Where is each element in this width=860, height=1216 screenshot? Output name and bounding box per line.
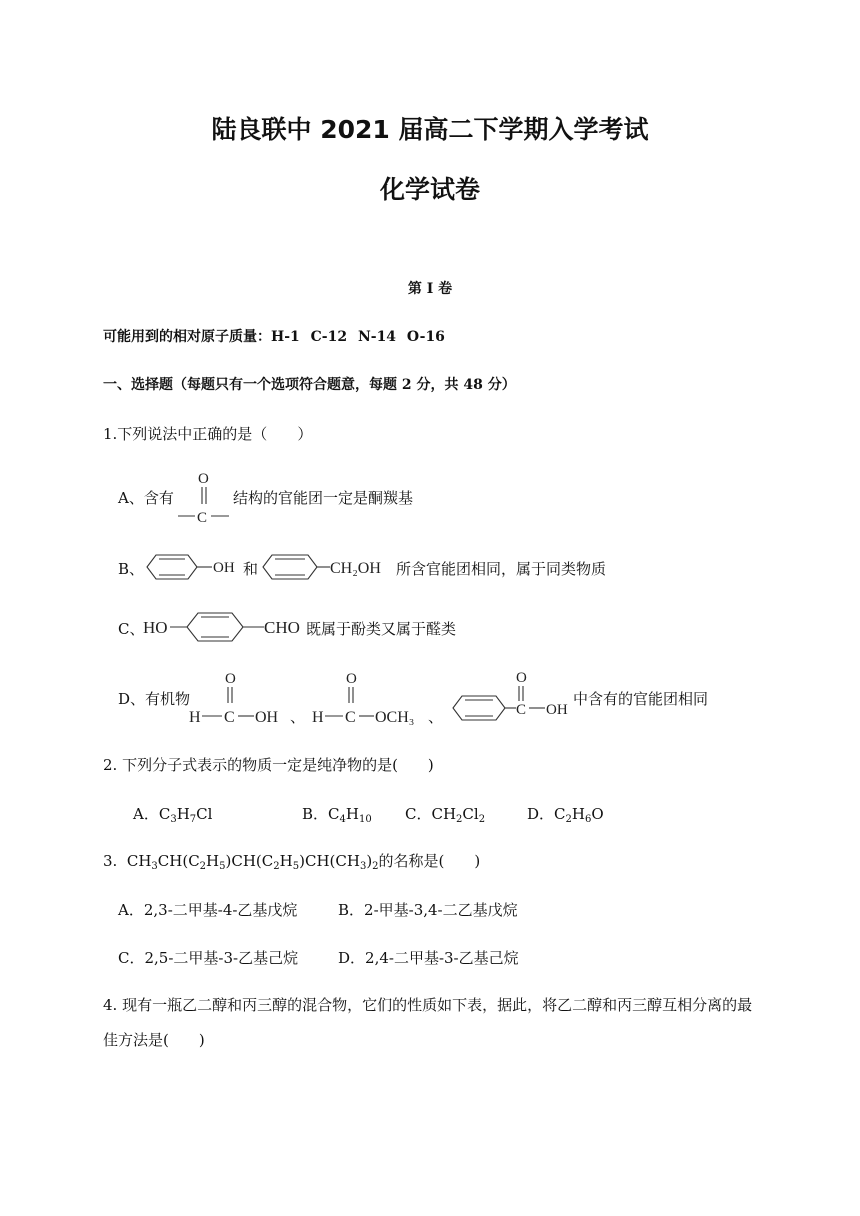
hydroxyl-group: OH — [546, 702, 568, 718]
q1-option-d-sep2: 、 — [428, 708, 444, 726]
q1-stem: 1.下列说法中正确的是（ ） — [103, 425, 313, 443]
carbon-atom: C — [516, 702, 527, 718]
exam-subtitle: 化学试卷 — [379, 175, 480, 204]
option-letter: B． — [302, 805, 329, 823]
oxygen-atom: O — [516, 670, 527, 686]
option-letter: D． — [527, 805, 555, 823]
q3-option-d: D．2,4-二甲基-3-乙基己烷 — [338, 949, 519, 967]
q1-option-b-suffix: 所含官能团相同，属于同类物质 — [396, 560, 607, 578]
q1-option-c-suffix: 既属于酚类又属于醛类 — [306, 620, 457, 638]
q4-stem-line2: 佳方法是( ) — [103, 1031, 205, 1049]
q2-stem: 2. 下列分子式表示的物质一定是纯净物的是( ) — [103, 756, 434, 774]
hydroxybenzaldehyde-structure — [143, 609, 308, 645]
q2-option-b — [302, 803, 372, 824]
oxygen-atom: O — [225, 671, 236, 687]
q3-option-b: B．2-甲基-3,4-二乙基戊烷 — [338, 901, 518, 919]
hydroxyl-group: OH — [255, 709, 279, 726]
hydroxyl-group: OH — [213, 560, 235, 576]
carbon-atom: C — [345, 709, 356, 726]
hydrogen-atom: H — [312, 709, 324, 726]
q1-option-b-prefix: B、 — [118, 560, 145, 578]
carbon-atom: C — [197, 510, 208, 526]
q2-option-a — [133, 803, 212, 824]
formula: $C_2H_6O$ — [554, 805, 604, 825]
q4-stem-line1: 4. 现有一瓶乙二醇和丙三醇的混合物，它们的性质如下表，据此，将乙二醇和丙三醇互相分离的最 — [103, 996, 753, 1014]
q1-option-b-and: 和 — [243, 560, 259, 578]
benzoic-acid-structure — [449, 666, 574, 722]
option-letter: C． — [405, 805, 432, 823]
q1-option-c-prefix: C、 — [118, 620, 145, 638]
exam-title: 陆良联中 2021 届高二下学期入学考试 — [211, 115, 649, 144]
oxygen-atom: O — [346, 671, 357, 687]
formula: $C_3H_7Cl$ — [158, 805, 213, 825]
ho-group: HO — [143, 618, 168, 637]
oxygen-atom: O — [198, 471, 209, 487]
formula: $CH_2Cl_2$ — [431, 805, 486, 825]
cho-group: CHO — [264, 618, 300, 637]
atomic-masses: 可能用到的相对原子质量：H-1 C-12 N-14 O-16 — [103, 329, 445, 345]
formula: $C_4H_{10}$ — [328, 805, 372, 825]
ch2oh-group: CH₂OH — [330, 560, 381, 577]
q1-option-d-sep1: 、 — [290, 708, 306, 726]
section-heading: 一、选择题（每题只有一个选项符合题意，每题 2 分，共 48 分） — [103, 377, 516, 393]
q3-formula: 3. $CH_3CH(C_2H_5)CH(C_2H_5)CH(CH_3)_2$ — [103, 852, 379, 872]
phenol-structure — [142, 552, 242, 586]
q3-stem-tail: 的名称是( ) — [378, 852, 481, 870]
benzyl-alcohol-structure — [258, 552, 398, 586]
q1-option-d-prefix: D、有机物 — [118, 690, 191, 708]
q2-option-c — [405, 803, 485, 824]
methoxy-group: OCH₃ — [375, 709, 415, 726]
q1-option-a-suffix: 结构的官能团一定是酮羰基 — [233, 489, 414, 507]
q1-option-d-suffix: 中含有的官能团相同 — [573, 690, 709, 708]
carbonyl-structure — [176, 466, 232, 528]
carbon-atom: C — [224, 709, 235, 726]
q3-option-a: A．2,3-二甲基-4-乙基戊烷 — [118, 901, 298, 919]
q2-option-d — [527, 803, 604, 824]
q3-option-c: C．2,5-二甲基-3-乙基己烷 — [118, 949, 299, 967]
hydrogen-atom: H — [189, 709, 201, 726]
q1-option-a-prefix: A、含有 — [118, 489, 174, 507]
formic-acid-structure — [189, 667, 289, 727]
q3-stem — [103, 850, 480, 871]
methyl-formate-structure — [312, 667, 432, 727]
volume-label: 第 I 卷 — [407, 281, 453, 297]
option-letter: A． — [133, 805, 159, 823]
